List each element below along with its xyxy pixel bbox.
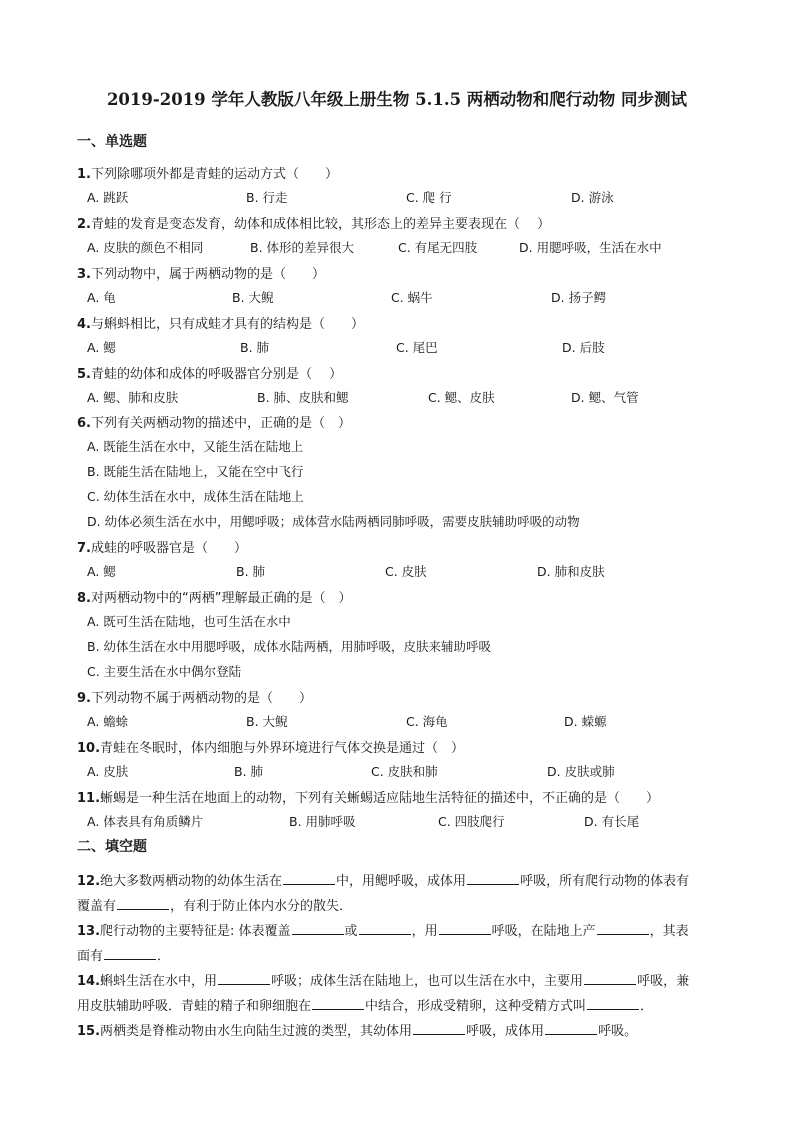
q8-option-b: B. 幼体生活在水中用腮呼吸，成体水陆两栖，用肺呼吸，皮肤来辅助呼吸 xyxy=(87,639,492,654)
q6-option-a: A. 既能生活在水中，又能生活在陆地上 xyxy=(87,439,304,454)
question-number: 9. xyxy=(77,691,91,706)
question-stem: 下列动物中，属于两栖动物的是（ ） xyxy=(90,267,325,282)
question-13 xyxy=(77,920,689,939)
question-number: 7. xyxy=(77,541,91,556)
section-heading-single-choice: 一、单选题 xyxy=(77,134,147,150)
question-15 xyxy=(77,1020,637,1039)
q10-option-a: A. 皮肤 xyxy=(87,764,129,779)
text-segment: 绝大多数两栖动物的幼体生活在 xyxy=(100,874,283,889)
q1-option-c: C. 爬 行 xyxy=(406,190,452,205)
section-heading-fill-blank: 二、填空题 xyxy=(77,839,147,855)
text-segment: ． xyxy=(157,949,171,964)
question-stem: 对两栖动物中的“两栖”理解最正确的是（ ） xyxy=(90,591,352,606)
text-segment: 呼吸，所有爬行动物的体表有 xyxy=(520,874,690,889)
answer-blank[interactable] xyxy=(218,971,270,985)
text-segment: 中，用鳃呼吸，成体用 xyxy=(336,874,467,889)
text-segment: 呼吸；成体生活在陆地上，也可以生活在水中，主要用 xyxy=(271,974,584,989)
q4-option-d: D. 后肢 xyxy=(562,340,605,355)
text-segment: 呼吸，兼 xyxy=(637,974,690,989)
question-number: 2. xyxy=(77,217,91,232)
question-12 xyxy=(77,870,689,889)
question-13-line-2 xyxy=(77,945,170,964)
q2-option-c: C. 有尾无四肢 xyxy=(398,240,478,255)
page-title: 2019-2019 学年人教版八年级上册生物 5.1.5 两栖动物和爬行动物 同步测试 xyxy=(106,90,688,109)
question-14 xyxy=(77,970,689,989)
q11-option-c: C. 四肢爬行 xyxy=(438,814,505,829)
question-7 xyxy=(77,537,247,556)
answer-blank[interactable] xyxy=(545,1021,597,1035)
q4-option-a: A. 鳃 xyxy=(87,340,116,355)
q10-option-c: C. 皮肤和肺 xyxy=(371,764,438,779)
text-segment: 两栖类是脊椎动物由水生向陆生过渡的类型，其幼体用 xyxy=(100,1024,413,1039)
q6-option-b: B. 既能生活在陆地上，又能在空中飞行 xyxy=(87,464,304,479)
q5-option-a: A. 鳃、肺和皮肤 xyxy=(87,390,179,405)
q8-option-c: C. 主要生活在水中偶尔登陆 xyxy=(87,664,242,679)
text-segment: 中结合，形成受精卵，这种受精方式叫 xyxy=(365,999,587,1014)
answer-blank[interactable] xyxy=(467,871,519,885)
question-6 xyxy=(77,412,351,431)
text-segment: 或 xyxy=(344,924,358,939)
answer-blank[interactable] xyxy=(292,921,344,935)
question-4 xyxy=(77,313,364,332)
question-stem: 青蛙的幼体和成体的呼吸器官分别是（ ） xyxy=(90,367,343,382)
answer-blank[interactable] xyxy=(312,996,364,1010)
q1-option-b: B. 行走 xyxy=(246,190,288,205)
answer-blank[interactable] xyxy=(104,946,156,960)
q7-option-d: D. 肺和皮肤 xyxy=(537,564,605,579)
q5-option-d: D. 鳃、气管 xyxy=(571,390,639,405)
q7-option-b: B. 肺 xyxy=(236,564,266,579)
answer-blank[interactable] xyxy=(587,996,639,1010)
text-segment: ． xyxy=(640,999,654,1014)
question-9 xyxy=(77,687,312,706)
q9-option-b: B. 大鲵 xyxy=(246,714,288,729)
q1-option-d: D. 游泳 xyxy=(571,190,614,205)
question-stem: 下列动物不属于两栖动物的是（ ） xyxy=(90,691,312,706)
q7-option-c: C. 皮肤 xyxy=(385,564,427,579)
answer-blank[interactable] xyxy=(117,896,169,910)
q6-option-d: D. 幼体必须生活在水中，用鳃呼吸；成体营水陆两栖同肺呼吸，需要皮肤辅助呼吸的动物 xyxy=(87,514,580,529)
text-segment: 覆盖有 xyxy=(77,899,117,914)
q9-option-d: D. 蝾螈 xyxy=(564,714,607,729)
q9-option-c: C. 海龟 xyxy=(406,714,448,729)
answer-blank[interactable] xyxy=(359,921,411,935)
answer-blank[interactable] xyxy=(597,921,649,935)
answer-blank[interactable] xyxy=(413,1021,465,1035)
question-1 xyxy=(77,163,338,182)
question-11 xyxy=(77,787,659,806)
question-number: 6. xyxy=(77,416,91,431)
text-segment: ，其表 xyxy=(649,924,689,939)
q8-option-a: A. 既可生活在陆地，也可生活在水中 xyxy=(87,614,291,629)
text-segment: 呼吸，在陆地上产 xyxy=(491,924,596,939)
question-stem: 青蛙在冬眠时，体内细胞与外界环境进行气体交换是通过（ ） xyxy=(100,741,465,756)
question-number: 10. xyxy=(77,741,101,756)
q4-option-c: C. 尾巴 xyxy=(396,340,438,355)
question-5 xyxy=(77,363,342,382)
q3-option-a: A. 龟 xyxy=(87,290,116,305)
text-segment: ，用 xyxy=(411,924,438,939)
question-stem: 下列除哪项外都是青蛙的运动方式（ ） xyxy=(90,167,338,182)
question-stem: 下列有关两栖动物的描述中，正确的是（ ） xyxy=(90,416,351,431)
q7-option-a: A. 鳃 xyxy=(87,564,116,579)
q3-option-c: C. 蜗牛 xyxy=(391,290,433,305)
question-stem: 青蛙的发育是变态发育，幼体和成体相比较，其形态上的差异主要表现在（ ） xyxy=(90,217,551,232)
question-number: 14. xyxy=(77,974,101,989)
q11-option-b: B. 用肺呼吸 xyxy=(289,814,356,829)
text-segment: 呼吸。 xyxy=(598,1024,638,1039)
question-stem: 蜥蜴是一种生活在地面上的动物，下列有关蜥蜴适应陆地生活特征的描述中，不正确的是（ ） xyxy=(100,791,660,806)
question-10 xyxy=(77,737,464,756)
q2-option-a: A. 皮肤的颜色不相同 xyxy=(87,240,204,255)
q9-option-a: A. 蟾蜍 xyxy=(87,714,129,729)
question-12-line-2 xyxy=(77,895,352,914)
question-14-line-2 xyxy=(77,995,653,1014)
question-8 xyxy=(77,587,351,606)
text-segment: 蝌蚪生活在水中，用 xyxy=(100,974,218,989)
question-number: 4. xyxy=(77,317,91,332)
q4-option-b: B. 肺 xyxy=(240,340,270,355)
question-number: 12. xyxy=(77,874,101,889)
question-number: 11. xyxy=(77,791,101,806)
text-segment: ，有利于防止体内水分的散失． xyxy=(170,899,353,914)
q5-option-b: B. 肺、皮肤和鳃 xyxy=(257,390,349,405)
q6-option-c: C. 幼体生活在水中，成体生活在陆地上 xyxy=(87,489,304,504)
question-number: 15. xyxy=(77,1024,101,1039)
q3-option-d: D. 扬子鳄 xyxy=(551,290,607,305)
q3-option-b: B. 大鲵 xyxy=(232,290,274,305)
question-stem: 成蛙的呼吸器官是（ ） xyxy=(90,541,247,556)
question-number: 3. xyxy=(77,267,91,282)
q2-option-d: D. 用腮呼吸，生活在水中 xyxy=(519,240,662,255)
q10-option-d: D. 皮肤或肺 xyxy=(547,764,615,779)
question-stem: 与蝌蚪相比，只有成蛙才具有的结构是（ ） xyxy=(90,317,364,332)
q11-option-d: D. 有长尾 xyxy=(584,814,640,829)
q5-option-c: C. 鳃、皮肤 xyxy=(428,390,495,405)
question-3 xyxy=(77,263,325,282)
text-segment: 呼吸，成体用 xyxy=(466,1024,545,1039)
text-segment: 爬行动物的主要特征是: 体表覆盖 xyxy=(100,924,291,939)
question-2 xyxy=(77,213,550,232)
q10-option-b: B. 肺 xyxy=(234,764,264,779)
answer-blank[interactable] xyxy=(584,971,636,985)
q1-option-a: A. 跳跃 xyxy=(87,190,129,205)
question-number: 13. xyxy=(77,924,101,939)
text-segment: 面有 xyxy=(77,949,104,964)
question-number: 5. xyxy=(77,367,91,382)
text-segment: 用皮肤辅助呼吸．青蛙的精子和卵细胞在 xyxy=(77,999,312,1014)
question-number: 1. xyxy=(77,167,91,182)
q11-option-a: A. 体表具有角质鳞片 xyxy=(87,814,204,829)
question-number: 8. xyxy=(77,591,91,606)
answer-blank[interactable] xyxy=(283,871,335,885)
q2-option-b: B. 体形的差异很大 xyxy=(250,240,355,255)
answer-blank[interactable] xyxy=(439,921,491,935)
